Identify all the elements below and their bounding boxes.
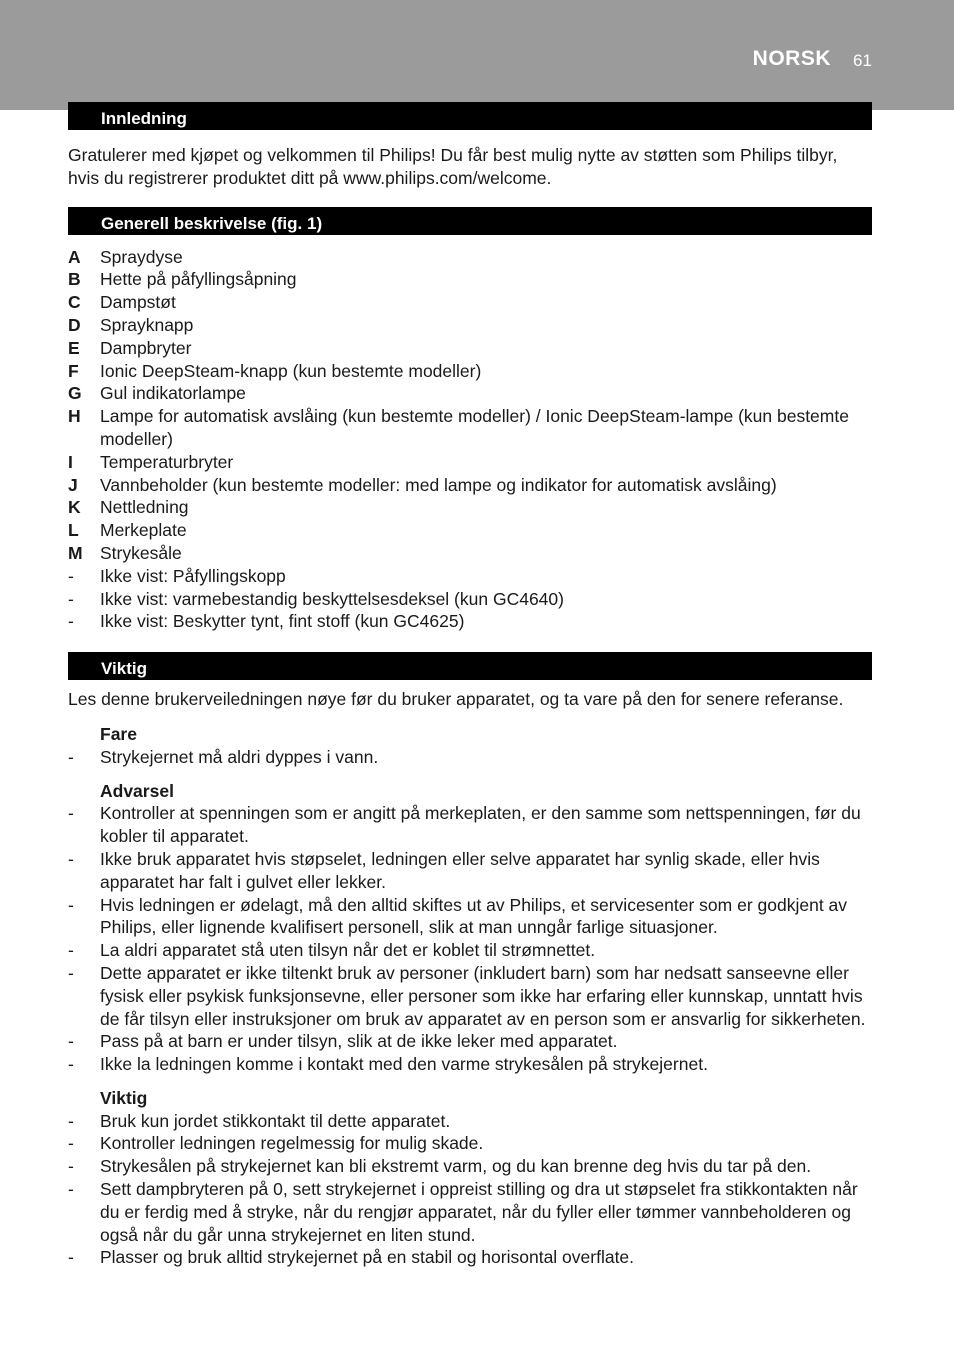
danger-list — [68, 746, 872, 769]
page-content — [68, 102, 872, 1269]
list-item — [68, 848, 872, 894]
list-item-key: G — [68, 383, 82, 404]
list-item-key: B — [68, 269, 81, 290]
list-item-key: I — [68, 451, 73, 472]
list-item-text: Hvis ledningen er ødelagt, må den alltid skiftes ut av Philips, et servicesenter som er godkjent av Philips, eller lignende kvalifisert personell, slik at man unngår farlige situasjoner. — [100, 894, 848, 938]
list-item — [68, 246, 872, 269]
bullet-dash: - — [68, 1156, 74, 1177]
list-item — [68, 1053, 872, 1076]
danger-heading: Fare — [100, 723, 137, 744]
list-item — [68, 1178, 872, 1246]
list-item — [68, 496, 872, 519]
bullet-dash: - — [68, 962, 74, 983]
list-item-key: - — [68, 588, 74, 609]
list-item-text: Strykesåle — [100, 542, 182, 563]
list-item-text: Ionic DeepSteam-knapp (kun bestemte modeller) — [100, 360, 482, 381]
list-item-key: H — [68, 406, 81, 427]
list-item-text: Ikke vist: varmebestandig beskyttelsesdeksel (kun GC4640) — [100, 588, 564, 609]
intro-text: Gratulerer med kjøpet og velkommen til Philips! Du får best mulig nytte av støtten som Philips tilbyr, hvis du registrerer produktet ditt på www.philips.com/welcome. — [68, 145, 838, 188]
list-item — [68, 610, 872, 633]
list-item-key: D — [68, 314, 81, 335]
parts-list — [68, 246, 872, 634]
list-item-text: Bruk kun jordet stikkontakt til dette apparatet. — [100, 1110, 451, 1131]
list-item — [68, 268, 872, 291]
list-item — [68, 1030, 872, 1053]
bullet-dash: - — [68, 1031, 74, 1052]
list-item-text: La aldri apparatet stå uten tilsyn når det er koblet til strømnettet. — [100, 940, 596, 961]
bullet-dash: - — [68, 803, 74, 824]
bullet-dash: - — [68, 746, 74, 767]
header-band — [0, 0, 954, 110]
list-item — [68, 1155, 872, 1178]
list-item-text: Ikke vist: Påfyllingskopp — [100, 565, 286, 586]
list-item — [68, 1246, 872, 1269]
page-number: 61 — [853, 51, 872, 70]
list-item — [68, 360, 872, 383]
bullet-dash: - — [68, 1247, 74, 1268]
list-item — [68, 894, 872, 940]
bullet-dash: - — [68, 1054, 74, 1075]
list-item — [68, 291, 872, 314]
list-item — [68, 1110, 872, 1133]
section-heading-description: Generell beskrivelse (fig. 1) — [68, 207, 872, 235]
list-item-text: Plasser og bruk alltid strykejernet på en stabil og horisontal overflate. — [100, 1247, 635, 1268]
list-item-text: Ikke bruk apparatet hvis støpselet, ledningen eller selve apparatet har synlig skade, eller hvis apparatet har falt i gulvet eller lekker. — [100, 848, 820, 892]
list-item — [68, 1132, 872, 1155]
list-item-text: Dampstøt — [100, 292, 176, 313]
caution-heading: Viktig — [100, 1087, 148, 1108]
bullet-dash: - — [68, 1179, 74, 1200]
list-item-text: Spraydyse — [100, 246, 183, 267]
list-item — [68, 382, 872, 405]
list-item — [68, 565, 872, 588]
list-item-text: Temperaturbryter — [100, 451, 234, 472]
list-item-text: Sett dampbryteren på 0, sett strykejernet i oppreist stilling og dra ut støpselet fra stikkontakten når du er ferdig med å stryke, når du rengjør apparatet, når du fyller eller tømmer vannbeholderen og også når du går unna strykejernet en liten stund. — [100, 1179, 858, 1245]
bullet-dash: - — [68, 940, 74, 961]
bullet-dash: - — [68, 1110, 74, 1131]
list-item — [68, 962, 872, 1030]
list-item-key: K — [68, 497, 81, 518]
list-item — [68, 405, 872, 451]
list-item-text: Lampe for automatisk avslåing (kun bestemte modeller) / Ionic DeepSteam-lampe (kun bestemte modeller) — [100, 406, 849, 449]
list-item — [68, 474, 872, 497]
bullet-dash: - — [68, 848, 74, 869]
list-item — [68, 519, 872, 542]
list-item — [68, 314, 872, 337]
list-item-text: Strykesålen på strykejernet kan bli ekstremt varm, og du kan brenne deg hvis du tar på den. — [100, 1156, 812, 1177]
list-item-key: M — [68, 542, 83, 563]
list-item-text: Nettledning — [100, 497, 189, 518]
list-item-text: Ikke vist: Beskytter tynt, fint stoff (kun GC4625) — [100, 611, 465, 632]
bullet-dash: - — [68, 1133, 74, 1154]
list-item — [68, 451, 872, 474]
list-item-key: - — [68, 611, 74, 632]
list-item-text: Ikke la ledningen komme i kontakt med den varme strykesålen på strykejernet. — [100, 1054, 708, 1075]
list-item-key: C — [68, 292, 81, 313]
list-item-text: Hette på påfyllingsåpning — [100, 269, 297, 290]
list-item — [68, 337, 872, 360]
list-item-text: Dampbryter — [100, 337, 192, 358]
list-item — [68, 746, 872, 769]
list-item-text: Vannbeholder (kun bestemte modeller: med lampe og indikator for automatisk avslåing) — [100, 474, 777, 495]
warning-list — [68, 802, 872, 1076]
list-item-text: Dette apparatet er ikke tiltenkt bruk av personer (inkludert barn) som har nedsatt sanseevne eller fysisk eller psykisk funksjonsevne, eller personer som ikke har erfaring eller kunnskap, unntatt hvis de får tilsyn eller instruksjoner om bruk av apparatet av en person som er ansvarlig for sikkerheten. — [100, 962, 866, 1029]
list-item-key: L — [68, 520, 79, 541]
list-item-key: J — [68, 474, 78, 495]
list-item — [68, 588, 872, 611]
list-item-key: E — [68, 337, 80, 358]
bullet-dash: - — [68, 894, 74, 915]
list-item-text: Kontroller at spenningen som er angitt på merkeplaten, er den samme som nettspenningen, før du kobler til apparatet. — [100, 803, 861, 847]
list-item-text: Pass på at barn er under tilsyn, slik at de ikke leker med apparatet. — [100, 1031, 618, 1052]
section-heading-intro: Innledning — [68, 102, 872, 130]
list-item — [68, 802, 872, 848]
list-item-key: F — [68, 360, 79, 381]
list-item-text: Kontroller ledningen regelmessig for mulig skade. — [100, 1133, 484, 1154]
caution-list — [68, 1110, 872, 1270]
list-item-key: - — [68, 565, 74, 586]
list-item-text: Merkeplate — [100, 520, 187, 541]
list-item-text: Sprayknapp — [100, 314, 194, 335]
warning-heading: Advarsel — [100, 780, 174, 801]
list-item-text: Strykejernet må aldri dyppes i vann. — [100, 746, 379, 767]
list-item — [68, 939, 872, 962]
important-intro: Les denne brukerveiledningen nøye før du bruker apparatet, og ta vare på den for senere referanse. — [68, 689, 844, 710]
list-item — [68, 542, 872, 565]
list-item-text: Gul indikatorlampe — [100, 383, 246, 404]
section-heading-important: Viktig — [68, 652, 872, 680]
list-item-key: A — [68, 246, 81, 267]
language-label: NORSK — [752, 47, 831, 70]
